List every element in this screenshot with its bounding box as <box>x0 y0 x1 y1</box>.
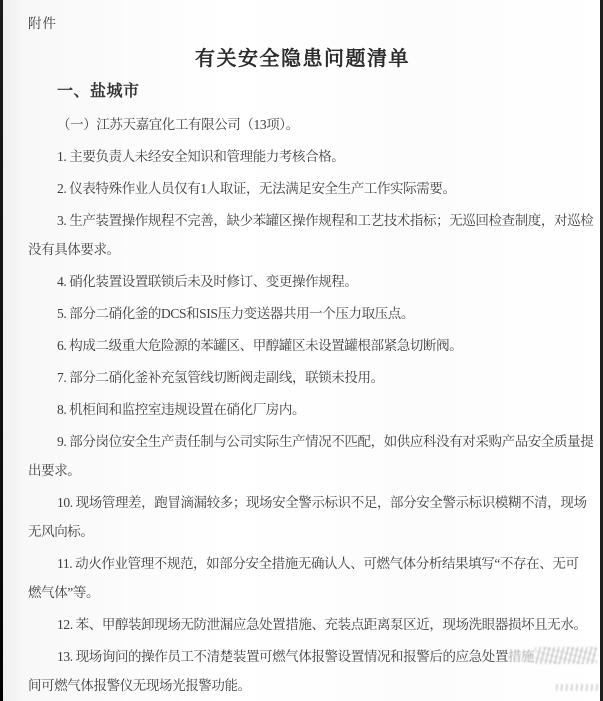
hazard-item-line: 10. 现场管理差，跑冒滴漏较多；现场安全警示标识不足，部分安全警示标识模糊不清，现场 <box>57 495 587 510</box>
hazard-item <box>28 610 587 639</box>
hazard-item <box>28 427 594 485</box>
hazard-items-list <box>28 142 594 700</box>
hazard-item <box>28 363 577 392</box>
hazard-item <box>28 488 587 546</box>
hazard-item-line: 间可燃气体报警仪无现场光报警功能。 <box>28 678 251 693</box>
watermark-smudge <box>535 647 597 664</box>
hazard-item-line: 8. 机柜间和监控室违规设置在硝化厂房内。 <box>57 402 306 417</box>
hazard-item-line: 没有具体要求。 <box>28 242 120 257</box>
hazard-item-line: 出要求。 <box>28 463 81 478</box>
hazard-item-line: 1. 主要负责人未经安全知识和管理能力考核合格。 <box>57 149 345 164</box>
hazard-item-line: 无风向标。 <box>28 524 94 539</box>
attachment-label: 附件 <box>28 16 57 31</box>
hazard-item-line: 12. 苯、甲醇装卸现场无防泄漏应急处置措施、充装点距离泵区近，现场洗眼器损坏且无水。 <box>57 617 587 632</box>
hazard-item-line: 13. 现场询问的操作员工不清楚装置可燃气体报警设置情况和报警后的应急处置措施 <box>28 642 577 671</box>
hazard-item <box>28 331 577 360</box>
hazard-item <box>28 642 577 700</box>
hazard-item-line: 2. 仪表特殊作业人员仅有1人取证，无法满足安全生产工作实际需要。 <box>57 181 456 196</box>
hazard-item-line: 11. 动火作业管理不规范，如部分安全措施无确认人、可燃气体分析结果填写“不存在、无可 <box>57 556 579 571</box>
page-left-edge <box>0 0 3 701</box>
watermark-smudge-small <box>556 684 598 691</box>
hazard-item-line: 7. 部分二硝化釜补充氢管线切断阀走副线，联锁未投用。 <box>57 370 384 385</box>
hazard-item-line: 4. 硝化装置设置联锁后未及时修订、变更操作规程。 <box>57 274 358 289</box>
hazard-item <box>28 267 577 296</box>
hazard-item <box>28 142 577 171</box>
hazard-item-line: 6. 构成二级重大危险源的苯罐区、甲醇罐区未设置罐根部紧急切断阀。 <box>57 338 463 353</box>
obscured-text: 措施 <box>507 649 535 664</box>
section-heading: 一、盐城市 <box>57 83 140 100</box>
company-heading: （一）江苏天嘉宜化工有限公司（13项）。 <box>57 117 299 132</box>
hazard-item-line: 燃气体”等。 <box>28 585 100 600</box>
hazard-item <box>28 395 577 424</box>
hazard-item <box>28 299 577 328</box>
hazard-item <box>28 174 577 203</box>
hazard-item <box>28 206 594 264</box>
hazard-item <box>28 549 577 607</box>
hazard-item-line: 3. 生产装置操作规程不完善，缺少苯罐区操作规程和工艺技术指标；无巡回检查制度，对巡检 <box>57 213 594 228</box>
page-title: 有关安全隐患问题清单 <box>195 48 410 70</box>
hazard-item-line: 9. 部分岗位安全生产责任制与公司实际生产情况不匹配，如供应科没有对采购产品安全质量提 <box>57 434 594 449</box>
hazard-item-line: 5. 部分二硝化釜的DCS和SIS压力变送器共用一个压力取压点。 <box>57 306 414 321</box>
